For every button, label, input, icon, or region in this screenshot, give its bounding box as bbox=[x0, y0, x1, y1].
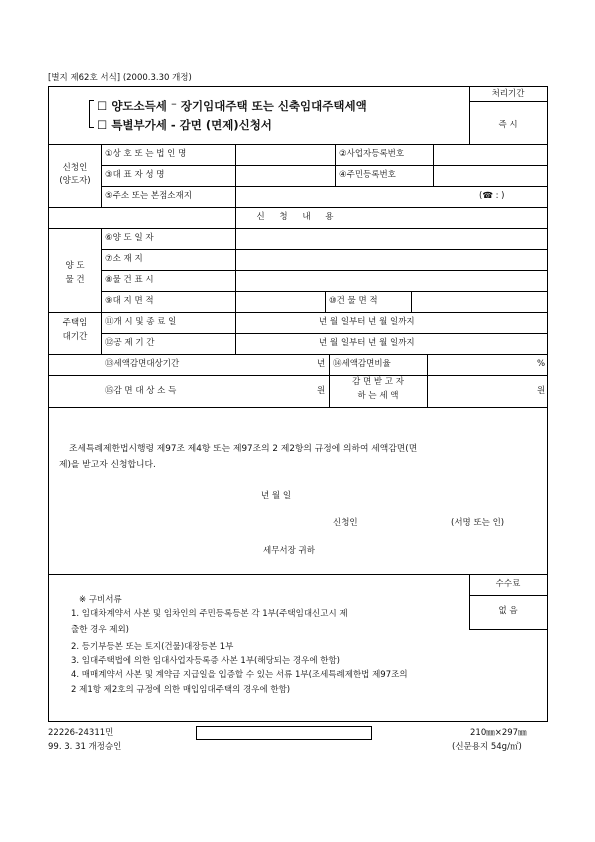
applicant-group-label-1: 신청인 bbox=[62, 163, 88, 173]
representative-name-label: ③대 표 자 성 명 bbox=[105, 170, 165, 180]
form-title-line2: ☐ 특별부가세 - 감면 (면제)신청서 bbox=[97, 118, 272, 132]
fee-label: 수수료 bbox=[495, 579, 521, 589]
attachment-item-4-cont: 2 제1항 제2호의 규정에 의한 매입임대주택의 경우에 한함) bbox=[71, 685, 291, 695]
form-code: 22226-24311민 bbox=[48, 728, 114, 738]
tax-label-line2: 하 는 세 액 bbox=[357, 391, 399, 401]
attachment-item-4: 4. 매매계약서 사본 및 계약금 지급일을 입증할 수 있는 서류 1부(조세특례제한법 제97조의 bbox=[71, 670, 408, 680]
deduction-period-value: 년 월 일부터 년 월 일까지 bbox=[319, 338, 415, 348]
attachment-item-2: 2. 등기부등본 또는 토지(건물)대장등본 1부 bbox=[71, 642, 234, 652]
section-header: 신 청 내 용 bbox=[256, 212, 340, 222]
land-area-label: ⑨대 지 면 적 bbox=[105, 296, 154, 306]
attachment-item-1: 1. 임대차계약서 사본 및 임차인의 주민등록등본 각 1부(주택임대신고시 제 bbox=[71, 609, 348, 619]
attachment-item-1-cont: 출한 경우 제외) bbox=[71, 625, 129, 635]
form-title-line1: ☐ 양도소득세 ⁻ 장기임대주택 또는 신축임대주택세액 bbox=[97, 99, 367, 113]
business-name-label: ①상 호 또 는 법 인 명 bbox=[105, 149, 187, 159]
reduction-period-label: ⑬세액감면대상기간 bbox=[105, 359, 180, 369]
processing-period-value: 즉 시 bbox=[498, 120, 518, 130]
approval-date: 99. 3. 31 개정승인 bbox=[48, 742, 122, 752]
phone-label: (☎ : ) bbox=[479, 191, 505, 201]
statement-line2: 제)을 받고자 신청합니다. bbox=[59, 460, 156, 470]
reduction-period-unit: 년 bbox=[317, 359, 326, 369]
statement-line1: 조세특례제한법시행령 제97조 제4항 또는 제97조의 2 제2항의 규정에 의하여 세액감면(면 bbox=[69, 444, 418, 454]
recipient-label: 세무서장 귀하 bbox=[263, 546, 315, 556]
reduction-income-unit: 원 bbox=[317, 386, 326, 396]
tax-label-line1: 감 면 받 고 자 bbox=[352, 377, 404, 387]
processing-period-label: 처리기간 bbox=[491, 89, 525, 99]
reduction-rate-label: ⑭세액감면비율 bbox=[333, 359, 391, 369]
deduction-period-label: ⑫공 제 기 간 bbox=[105, 338, 155, 348]
tax-amount-unit: 원 bbox=[537, 386, 546, 396]
application-form bbox=[48, 86, 548, 722]
signature-instruction: (서명 또는 인) bbox=[451, 518, 505, 528]
form-header: [별지 제62호 서식] (2000.3.30 개정) bbox=[48, 73, 192, 83]
footer-blank-box bbox=[196, 726, 372, 740]
property-group-label-1: 양 도 bbox=[65, 261, 85, 271]
property-group-label-2: 물 건 bbox=[65, 275, 85, 285]
rental-group-label-2: 대기간 bbox=[62, 332, 88, 342]
fee-value: 없 음 bbox=[498, 606, 518, 616]
attachment-item-3: 3. 임대주택법에 의한 임대사업자등록증 사본 1부(해당되는 경우에 한함) bbox=[71, 656, 340, 666]
applicant-group-label-2: (양도자) bbox=[59, 176, 91, 186]
start-end-date-value: 년 월 일부터 년 월 일까지 bbox=[319, 317, 415, 327]
resident-reg-no-label: ④주민등록번호 bbox=[339, 170, 396, 180]
business-reg-no-label: ②사업자등록번호 bbox=[339, 149, 405, 159]
paper-type: (신문용지 54g/㎡) bbox=[452, 742, 522, 752]
transfer-date-label: ⑥양 도 일 자 bbox=[105, 233, 154, 243]
building-area-label: ⑩건 물 면 적 bbox=[329, 296, 378, 306]
reduction-rate-unit: % bbox=[537, 359, 546, 369]
property-description-label: ⑧물 건 표 시 bbox=[105, 275, 154, 285]
paper-size: 210㎜×297㎜ bbox=[470, 728, 527, 738]
address-label: ⑤주소 또는 본점소재지 bbox=[105, 191, 192, 201]
start-end-date-label: ⑪개 시 및 종 료 일 bbox=[105, 317, 177, 327]
location-label: ⑦소 재 지 bbox=[105, 254, 143, 264]
rental-group-label-1: 주택임 bbox=[62, 318, 88, 328]
attachments-header: ※ 구비서류 bbox=[79, 595, 122, 605]
statement-date: 년 월 일 bbox=[261, 491, 292, 501]
applicant-signature-label: 신청인 bbox=[333, 518, 358, 528]
reduction-income-label: ⑮감 면 대 상 소 득 bbox=[105, 386, 177, 396]
